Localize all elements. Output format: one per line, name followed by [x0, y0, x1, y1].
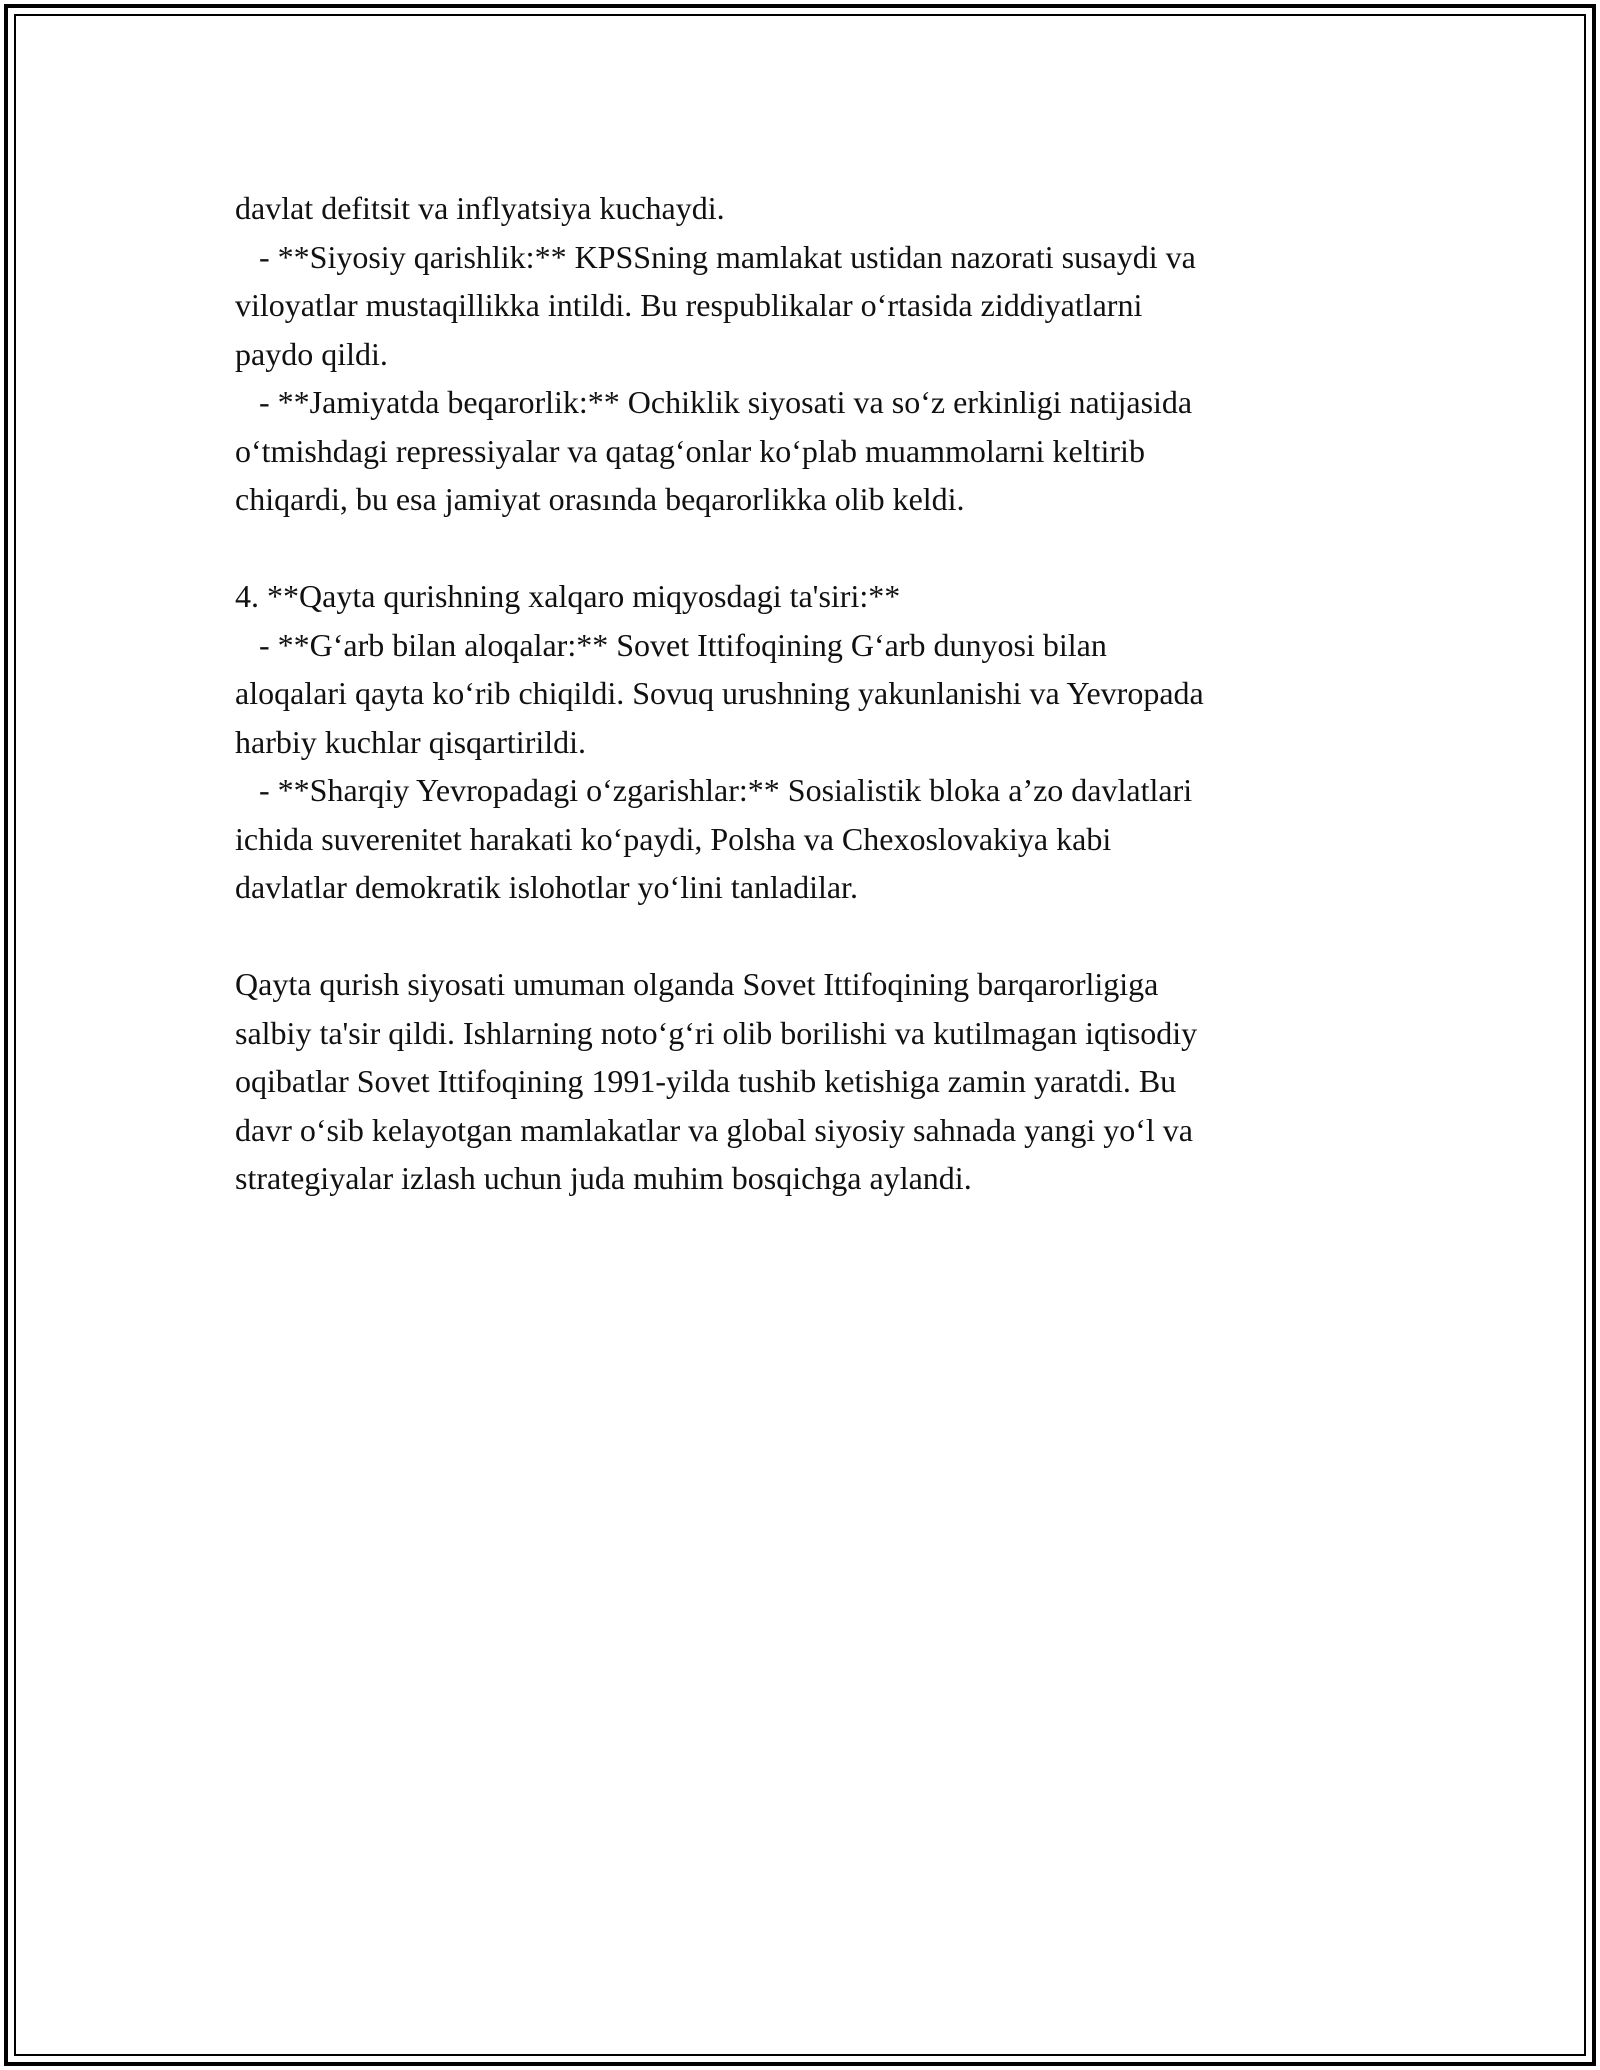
document-paragraph	[235, 960, 1365, 1203]
text-line: - **Jamiyatda beqarorlik:** Ochiklik siyosati va so‘z erkinligi natijasida	[235, 384, 1193, 420]
text-line: paydo qildi.	[235, 335, 388, 372]
text-line: harbiy kuchlar qisqartirildi.	[235, 723, 587, 760]
paragraph-spacer	[235, 524, 1365, 573]
text-line: strategiyalar izlash uchun juda muhim bosqichga aylandi.	[235, 1160, 972, 1196]
text-line: davlat defitsit va inflyatsiya kuchaydi.	[235, 190, 725, 226]
text-line: o‘tmishdagi repressiyalar va qatag‘onlar ko‘plab muammolarni keltirib	[235, 432, 1145, 469]
text-line: davlatlar demokratik islohotlar yo‘lini tanladilar.	[235, 869, 858, 905]
text-line: ichida suverenitet harakati ko‘paydi, Polsha va Chexoslovakiya kabi	[235, 820, 1112, 857]
text-line: - **G‘arb bilan aloqalar:** Sovet Ittifoqining G‘arb dunyosi bilan	[235, 626, 1107, 663]
text-line: viloyatlar mustaqillikka intildi. Bu respublikalar o‘rtasida ziddiyatlarni	[235, 287, 1143, 323]
document-paragraph	[235, 572, 1365, 621]
document-paragraph	[235, 184, 1365, 233]
text-line: - **Sharqiy Yevropadagi o‘zgarishlar:** Sosialistik bloka a’zo davlatlari	[235, 772, 1193, 808]
text-line: - **Siyosiy qarishlik:** KPSSning mamlakat ustidan nazorati susaydi va	[235, 238, 1196, 275]
document-paragraph	[235, 378, 1365, 524]
document-paragraph	[235, 233, 1365, 379]
text-line: davr o‘sib kelayotgan mamlakatlar va global siyosiy sahnada yangi yo‘l va	[235, 1111, 1193, 1148]
text-line: chiqardi, bu esa jamiyat orasında beqarorlikka olib keldi.	[235, 481, 965, 517]
document-body	[235, 184, 1365, 1203]
text-line: 4. **Qayta qurishning xalqaro miqyosdagi ta'siri:**	[235, 578, 901, 614]
text-line: aloqalari qayta ko‘rib chiqildi. Sovuq urushning yakunlanishi va Yevropada	[235, 675, 1204, 711]
document-paragraph	[235, 621, 1365, 767]
paragraph-spacer	[235, 912, 1365, 961]
text-line: oqibatlar Sovet Ittifoqining 1991-yilda tushib ketishiga zamin yaratdi. Bu	[235, 1063, 1177, 1099]
text-line: Qayta qurish siyosati umuman olganda Sovet Ittifoqining barqarorligiga	[235, 966, 1159, 1002]
document-paragraph	[235, 766, 1365, 912]
text-line: salbiy ta'sir qildi. Ishlarning noto‘g‘ri olib borilishi va kutilmagan iqtisodiy	[235, 1014, 1198, 1051]
